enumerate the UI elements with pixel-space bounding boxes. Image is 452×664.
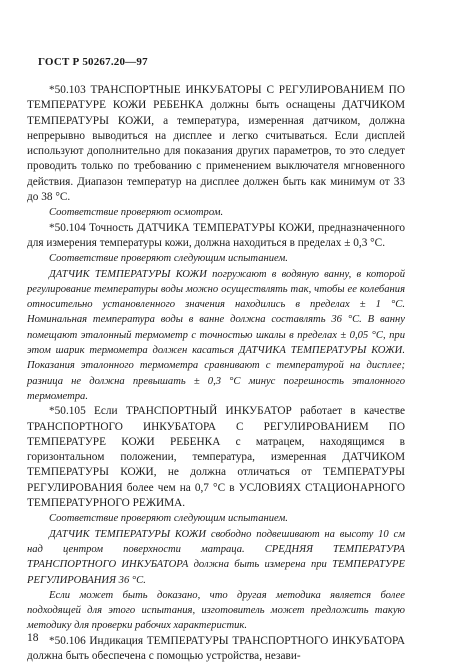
- test-procedure-mattress: ДАТЧИК ТЕМПЕРАТУРЫ КОЖИ свободно подвешивают на высоту 10 см над центром поверхности матраца. СРЕДНЯЯ ТЕМПЕРАТУРА ТРАНСПОРТНОГО ИНКУБАТОРА должна быть измерена при ТЕМПЕРАТУРЕ РЕГУЛИРОВАНИЯ 36 °С.: [27, 528, 405, 586]
- compliance-note-test-2: Соответствие проверяют следующим испытанием.: [49, 513, 288, 525]
- paragraph-50-105: *50.105 Если ТРАНСПОРТНЫЙ ИНКУБАТОР работает в качестве ТРАНСПОРТНОГО ИНКУБАТОРА С РЕГУЛИРОВАНИЕМ ПО ТЕМПЕРАТУРЕ КОЖИ РЕБЕНКА с матрацем, находящимся в горизонтальном положении, температура, измеренная ДАТЧИКОМ ТЕМПЕРАТУРЫ КОЖИ, не должна отличаться от ТЕМПЕРАТУРЫ РЕГУЛИРОВАНИЯ более чем на 0,7 °С в УСЛОВИЯХ СТАЦИОНАРНОГО ТЕМПЕРАТУРНОГО РЕЖИМА.: [27, 405, 405, 510]
- paragraph-50-104: *50.104 Точность ДАТЧИКА ТЕМПЕРАТУРЫ КОЖИ, предназначенного для измерения температуры кожи, должна находиться в пределах ± 0,3 °С.: [27, 221, 405, 249]
- compliance-note-test: Соответствие проверяют следующим испытанием.: [49, 253, 288, 265]
- document-body: [27, 83, 405, 664]
- paragraph-50-106: *50.106 Индикация ТЕМПЕРАТУРЫ ТРАНСПОРТНОГО ИНКУБАТОРА должна быть обеспечена с помощью устройства, незави-: [27, 634, 405, 662]
- page-number: 18: [27, 632, 39, 644]
- alternative-method-note: Если может быть доказано, что другая методика является более подходящей для этого испытания, изготовитель может предложить такую методику для проверки рабочих характеристик.: [27, 589, 405, 632]
- test-procedure-water-bath: ДАТЧИК ТЕМПЕРАТУРЫ КОЖИ погружают в водяную ванну, в которой регулирование температуры воды можно осуществлять так, чтобы ее колебания относительно установленного значения находились в пределах ± 1 °С. Номинальная температура воды в ванне должна составлять 36 °С. В ванну помещают эталонный термометр с точностью шкалы в пределах ± 0,05 °С, при этом шарик термометра должен касаться ДАТЧИКА ТЕМПЕРАТУРЫ КОЖИ. Показания эталонного термометра сравнивают с температурой на дисплее; разница не должна превышать ± 0,3 °С минус погрешность эталонного термометра.: [27, 268, 405, 402]
- standard-header: ГОСТ Р 50267.20—97: [38, 56, 148, 68]
- paragraph-50-103: *50.103 ТРАНСПОРТНЫЕ ИНКУБАТОРЫ С РЕГУЛИРОВАНИЕМ ПО ТЕМПЕРАТУРЕ КОЖИ РЕБЕНКА должны быть оснащены ДАТЧИКОМ ТЕМПЕРАТУРЫ КОЖИ, а температура, измеренная датчиком, должна непрерывно выводиться на дисплее и легко считываться. Если дисплей используют дополнительно для показания других параметров, то это следует проводить только по требованию с применением выключателя мгновенного действия. Диапазон температур на дисплее должен быть как минимум от 33 до 38 °С.: [27, 84, 405, 204]
- compliance-note-inspection: Соответствие проверяют осмотром.: [49, 207, 224, 219]
